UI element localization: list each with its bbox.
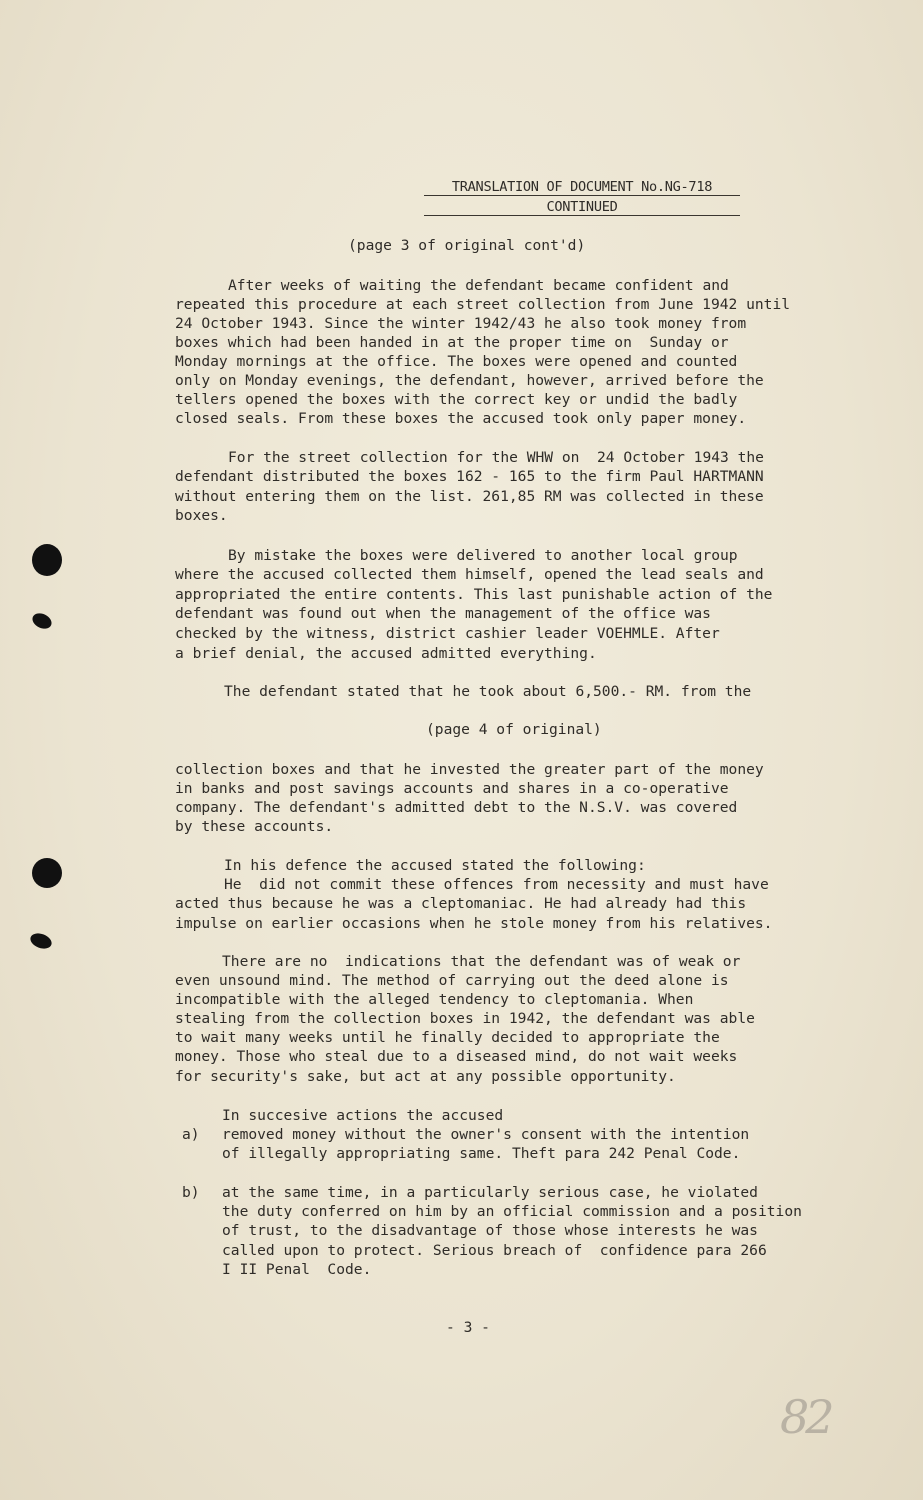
paragraph-7-line: money. Those who steal due to a diseased mind, do not wait weeks	[175, 1048, 738, 1065]
list-item-b-line: at the same time, in a particularly serious case, he violated	[222, 1184, 758, 1201]
binding-mark-bottom	[28, 931, 53, 952]
punch-hole-bottom	[32, 858, 62, 888]
list-item-b-line: the duty conferred on him by an official commission and a position	[222, 1203, 802, 1220]
paragraph-2-line: boxes.	[175, 507, 228, 524]
title-underline-2	[424, 215, 740, 216]
list-item-a-line: of illegally appropriating same. Theft para 242 Penal Code.	[222, 1145, 741, 1162]
paragraph-1-line: boxes which had been handed in at the proper time on Sunday or	[175, 334, 729, 351]
paragraph-2-line: without entering them on the list. 261,85 RM was collected in these	[175, 488, 764, 505]
paragraph-1-line: After weeks of waiting the defendant became confident and	[228, 277, 729, 294]
paragraph-3-line: a brief denial, the accused admitted everything.	[175, 645, 597, 662]
paragraph-3-line: checked by the witness, district cashier leader VOEHMLE. After	[175, 625, 720, 642]
document-title: TRANSLATION OF DOCUMENT No.NG-718	[451, 179, 713, 195]
list-intro: In succesive actions the accused	[222, 1107, 504, 1124]
paragraph-1-line: repeated this procedure at each street collection from June 1942 until	[175, 296, 791, 313]
paragraph-7-line: incompatible with the alleged tendency to cleptomania. When	[175, 991, 694, 1008]
list-item-b-line: I II Penal Code.	[222, 1261, 372, 1278]
handwritten-page-number: 82	[780, 1390, 831, 1444]
list-marker-b: b)	[182, 1184, 200, 1201]
paragraph-6-line: He did not commit these offences from necessity and must have	[224, 876, 769, 893]
page-number: - 3 -	[446, 1319, 490, 1336]
paragraph-1-line: closed seals. From these boxes the accused took only paper money.	[175, 410, 747, 427]
paragraph-1-line: 24 October 1943. Since the winter 1942/43 he also took money from	[175, 315, 747, 332]
paragraph-3-line: where the accused collected them himself, opened the lead seals and	[175, 566, 764, 583]
punch-hole-top	[32, 544, 62, 576]
paragraph-3-line: defendant was found out when the management of the office was	[175, 605, 711, 622]
document-subtitle: CONTINUED	[546, 199, 618, 215]
paragraph-7-line: for security's sake, but act at any possible opportunity.	[175, 1068, 676, 1085]
paragraph-6-line: In his defence the accused stated the following:	[224, 857, 646, 874]
paragraph-1-line: Monday mornings at the office. The boxes were opened and counted	[175, 353, 738, 370]
paragraph-2-line: defendant distributed the boxes 162 - 165 to the firm Paul HARTMANN	[175, 468, 764, 485]
list-item-b-line: of trust, to the disadvantage of those whose interests he was	[222, 1222, 758, 1239]
paragraph-7-line: There are no indications that the defendant was of weak or	[222, 953, 741, 970]
binding-mark-top	[30, 610, 54, 631]
paragraph-5-line: by these accounts.	[175, 818, 334, 835]
paragraph-6-line: impulse on earlier occasions when he stole money from his relatives.	[175, 915, 773, 932]
list-item-a-line: removed money without the owner's consent with the intention	[222, 1126, 750, 1143]
list-item-b-line: called upon to protect. Serious breach of confidence para 266	[222, 1242, 767, 1259]
paragraph-1-line: tellers opened the boxes with the correct key or undid the badly	[175, 391, 738, 408]
paragraph-7-line: even unsound mind. The method of carrying out the deed alone is	[175, 972, 729, 989]
paragraph-7-line: to wait many weeks until he finally decided to appropriate the	[175, 1029, 720, 1046]
page-reference-3: (page 3 of original cont'd)	[348, 237, 586, 254]
paragraph-6-line: acted thus because he was a cleptomaniac. He had already had this	[175, 895, 747, 912]
paragraph-2-line: For the street collection for the WHW on 24 October 1943 the	[228, 449, 764, 466]
paragraph-5-line: company. The defendant's admitted debt to the N.S.V. was covered	[175, 799, 738, 816]
paragraph-5-line: in banks and post savings accounts and shares in a co-operative	[175, 780, 729, 797]
page-reference-4: (page 4 of original)	[426, 721, 602, 738]
title-underline-1	[424, 195, 740, 196]
paragraph-1-line: only on Monday evenings, the defendant, however, arrived before the	[175, 372, 764, 389]
paragraph-3-line: By mistake the boxes were delivered to another local group	[228, 547, 738, 564]
paragraph-3-line: appropriated the entire contents. This last punishable action of the	[175, 586, 773, 603]
list-marker-a: a)	[182, 1126, 200, 1143]
paragraph-5-line: collection boxes and that he invested the greater part of the money	[175, 761, 764, 778]
paragraph-4-line: The defendant stated that he took about 6,500.- RM. from the	[224, 683, 752, 700]
paragraph-7-line: stealing from the collection boxes in 1942, the defendant was able	[175, 1010, 755, 1027]
